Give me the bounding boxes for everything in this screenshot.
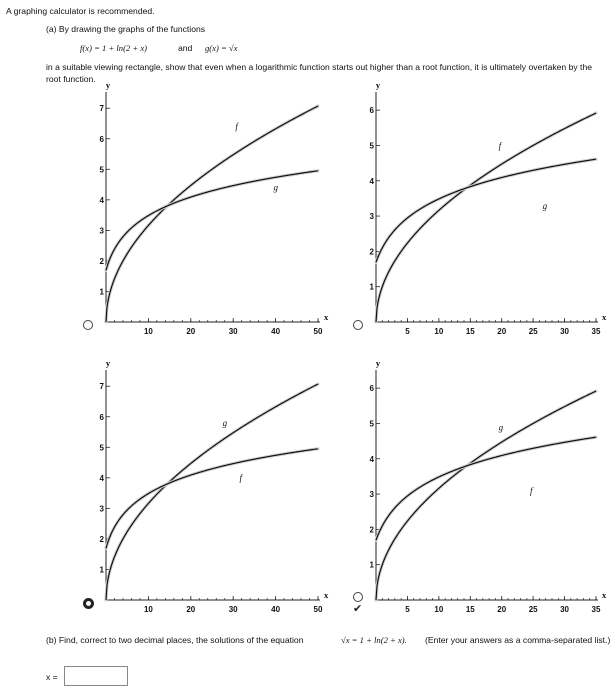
option-3-graph — [92, 358, 329, 614]
y-tick-label: 3 — [99, 226, 104, 236]
curve-f — [106, 106, 318, 322]
function-g-definition: g(x) = √x — [205, 43, 238, 53]
y-axis-label: y — [375, 80, 381, 90]
y-tick-label: 1 — [99, 565, 104, 575]
y-tick-label: 2 — [369, 247, 374, 257]
y-tick-label: 7 — [99, 104, 104, 114]
y-tick-label: 6 — [99, 134, 104, 144]
function-f-definition: f(x) = 1 + ln(2 + x) — [80, 43, 148, 53]
curve-label-f: f — [235, 121, 238, 132]
x-tick-label: 20 — [186, 327, 196, 336]
curve-g-halo — [106, 171, 318, 270]
curve-label-f: f — [239, 472, 243, 483]
x-tick-label: 40 — [271, 327, 281, 336]
y-tick-label: 2 — [369, 525, 374, 535]
part-b-instruction: (Enter your answers as a comma-separated list.) — [425, 635, 611, 645]
y-axis-label: y — [105, 358, 111, 368]
y-tick-label: 3 — [99, 504, 104, 514]
x-tick-label: 30 — [228, 605, 238, 614]
y-tick-label: 7 — [99, 382, 104, 392]
curve-label-g: g — [542, 201, 548, 211]
x-tick-label: 30 — [560, 605, 570, 614]
y-tick-label: 3 — [369, 490, 374, 500]
y-tick-label: 1 — [99, 287, 104, 297]
x-axis-label: x — [602, 312, 607, 322]
part-a-instruction: in a suitable viewing rectangle, show that even when a logarithmic function starts out higher than a root function, it is ultimately overtaken by the root function. — [46, 62, 593, 84]
x-tick-label: 5 — [405, 605, 410, 614]
curve-label-f: f — [530, 486, 533, 497]
y-tick-label: 5 — [99, 165, 104, 175]
x-tick-label: 15 — [465, 327, 475, 336]
answer-label: x = — [46, 672, 58, 682]
y-tick-label: 6 — [369, 384, 374, 394]
intro-text: A graphing calculator is recommended. — [6, 6, 155, 16]
x-tick-label: 25 — [528, 327, 538, 336]
y-tick-label: 4 — [99, 195, 104, 205]
part-b-prompt: (b) Find, correct to two decimal places, the solutions of the equation — [46, 635, 304, 645]
x-tick-label: 30 — [560, 327, 570, 336]
part-a-prompt: (a) By drawing the graphs of the functions — [46, 24, 206, 34]
y-tick-label: 4 — [369, 454, 374, 464]
x-tick-label: 50 — [313, 605, 323, 614]
y-tick-label: 6 — [99, 412, 104, 422]
x-tick-label: 10 — [434, 327, 444, 336]
x-tick-label: 20 — [497, 327, 507, 336]
x-tick-label: 10 — [143, 605, 153, 614]
x-tick-label: 10 — [434, 605, 444, 614]
x-tick-label: 30 — [228, 327, 238, 336]
option-2-radio[interactable] — [353, 320, 363, 330]
x-tick-label: 35 — [591, 605, 601, 614]
y-tick-label: 5 — [369, 419, 374, 429]
x-tick-label: 15 — [465, 605, 475, 614]
x-axis-label: x — [602, 590, 607, 600]
x-tick-label: 5 — [405, 327, 410, 336]
curve-f — [106, 449, 318, 548]
x-tick-label: 35 — [591, 327, 601, 336]
y-tick-label: 4 — [369, 176, 374, 186]
curve-label-g: g — [273, 182, 278, 193]
x-tick-label: 10 — [143, 327, 153, 336]
y-tick-label: 2 — [99, 256, 104, 266]
answer-input[interactable] — [64, 666, 128, 686]
curve-f-halo — [106, 449, 318, 548]
y-tick-label: 1 — [369, 560, 374, 570]
option-4-graph — [364, 358, 607, 614]
correct-checkmark-icon: ✔ — [353, 603, 363, 615]
option-1-graph — [92, 80, 329, 336]
curve-label-f: f — [498, 140, 502, 151]
y-tick-label: 4 — [99, 473, 104, 483]
and-connector: and — [178, 43, 193, 53]
x-tick-label: 20 — [186, 605, 196, 614]
curve-g-halo — [106, 384, 318, 600]
x-tick-label: 20 — [497, 605, 507, 614]
y-axis-label: y — [105, 80, 111, 90]
y-tick-label: 5 — [369, 141, 374, 151]
x-axis-label: x — [324, 312, 329, 322]
option-2-graph — [364, 80, 607, 336]
curve-g — [106, 171, 318, 270]
x-tick-label: 40 — [271, 605, 281, 614]
curve-label-g: g — [222, 417, 228, 428]
x-tick-label: 50 — [313, 327, 323, 336]
part-b-equation: √x = 1 + ln(2 + x). — [341, 635, 407, 645]
curve-label-g: g — [498, 422, 504, 433]
y-tick-label: 2 — [99, 534, 104, 544]
y-axis-label: y — [375, 358, 381, 368]
curve-f-halo — [106, 106, 318, 322]
y-tick-label: 6 — [369, 106, 374, 116]
curve-g — [106, 384, 318, 600]
y-tick-label: 3 — [369, 212, 374, 222]
y-tick-label: 5 — [99, 443, 104, 453]
x-axis-label: x — [324, 590, 329, 600]
y-tick-label: 1 — [369, 282, 374, 292]
x-tick-label: 25 — [528, 605, 538, 614]
option-4-radio[interactable] — [353, 592, 363, 602]
